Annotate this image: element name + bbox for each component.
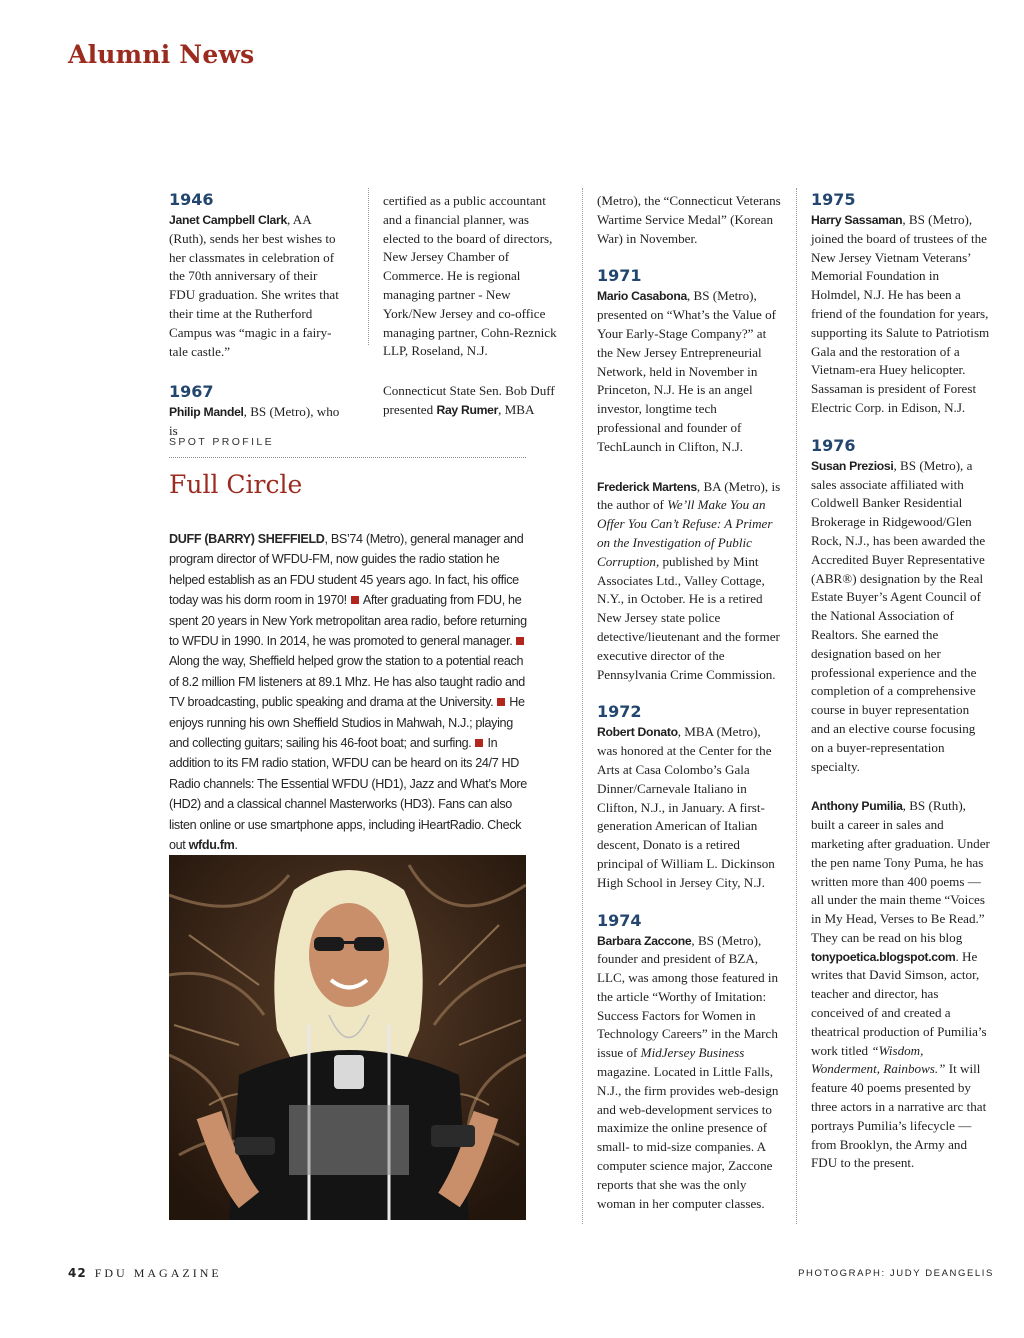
profile-text: In addition to its FM radio station, WFDU can be heard on its 24/7 HD Radio channels: The Essential WFDU (HD1), Jazz and What’s More (HD2) and a classical channel Masterworks (HD3). Fans can also listen online or use smartphone apps, including iHeartRadio. Check out [169,736,527,853]
entry-text: , BS (Metro), who is [169,404,340,439]
bullet-square-icon [516,637,524,645]
bullet-square-icon [351,596,359,604]
alumni-name: Ray Rumer [436,402,499,417]
entry-text: , BS (Ruth), built a career in sales and marketing after graduation. Under the pen name Tony Puma, he has written more than 400 poems — all under the main theme “Voices in My Head, Verses to Be Read.” They can be read on his blog [811,798,990,945]
entry-zaccone [597,932,781,1214]
profile-text: . [234,838,238,853]
entry-text: It will feature 40 poems presented by three actors in a narrative arc that portrays Pumilia’s lifecycle — from Brooklyn, the Army and FDU to the present. [811,1061,987,1171]
entry-casabona [597,287,781,456]
work-title: “Wisdom, Wonderment, Rainbows.” [811,1042,946,1077]
column-divider [368,188,369,345]
column-divider [796,188,797,1224]
column-4 [811,190,991,1173]
blog-link[interactable]: tonypoetica.blogspot.com [811,949,956,964]
entry-sassaman [811,211,991,418]
entry-clark [169,211,341,361]
entry-preziosi [811,457,991,777]
entry-donato [597,723,781,892]
spot-profile-rule [169,457,526,458]
footer-magazine [68,1266,222,1281]
entry-text: , BS (Metro), founder and president of BZA, LLC, was among those featured in the article “Worthy of Imitation: Success Factors for Women in Technology Careers” in the March issue of [597,932,779,1061]
entry-text: magazine. Located in Little Falls, N.J., the firm provides web-design and web-development services to maximize the online presence of small- to mid-size companies. A computer science major, Zaccone reports that she was the only woman in her computer classes. [597,1064,779,1211]
alumni-name: Mario Casabona [597,289,687,304]
section-title: Alumni News [68,40,255,69]
magazine-name: FDU MAGAZINE [94,1266,222,1280]
alumni-name: Susan Preziosi [811,458,894,473]
entry-rumer [383,382,567,420]
column-3 [597,192,781,1213]
entry-text: , MBA [498,401,535,417]
alumni-name: Janet Campbell Clark [169,213,287,227]
entry-text: , MBA (Metro), was honored at the Center for the Arts at Casa Colombo’s Gala Dinner/Carnevale Italiano in Clifton, N.J., in January. A first-generation American of Italian descent, Donato is a retired principal of William L. Dickinson High School in Jersey City, N.J. [597,724,775,890]
entry-text: , AA (Ruth), sends her best wishes to her classmates in celebration of the 70th anniversary of their FDU graduation. She writes that their time at the Rutherford Campus was “magic in a fairy-tale castle.” [169,212,339,359]
profile-text: Along the way, Sheffield helped grow the station to a potential reach of 8.2 million FM listeners at 89.1 Mhz. He has also taught radio and TV broadcasting, public speaking and drama at the University. [169,654,525,710]
year-heading-1972: 1972 [597,702,642,722]
page-number: 42 [68,1266,87,1280]
bullet-square-icon [497,698,505,706]
entry-pumilia [811,797,991,1173]
alumni-name: Philip Mandel [169,405,244,420]
year-heading-1946: 1946 [169,190,214,209]
profile-text: He enjoys running his own Sheffield Studios in Mahwah, N.J.; playing and collecting guitars; sailing his 46-foot boat; and surfing. [169,695,525,751]
alumni-name: Robert Donato [597,725,678,740]
website-link[interactable]: wfdu.fm [188,838,235,853]
year-heading-1976: 1976 [811,435,856,455]
profile-photo [169,855,526,1220]
profile-title: Full Circle [169,470,303,499]
photo-credit: PHOTOGRAPH: JUDY DEANGELIS [798,1268,994,1279]
column-divider [582,188,583,1224]
book-title: We’ll Make You an Offer You Can’t Refuse: A Primer on the Investigation of Public Corruption [597,497,773,569]
alumni-name: Barbara Zaccone [597,933,692,948]
alumni-name: Frederick Martens [597,479,697,494]
entry-mandel-continued: certified as a public accountant and a financial planner, was elected to the board of directors, New Jersey Chamber of Commerce. He is regional managing partner - New York/New Jersey and co-office managing partner, Cohn-Reznick LLP, Roseland, N.J. [383,193,557,359]
magazine-title: MidJersey Business [640,1045,745,1061]
spot-profile-label: SPOT PROFILE [169,436,275,448]
entry-text: , published by Mint Associates Ltd., Valley Cottage, N.Y., in October. He is a retired New Jersey state police detective/lieutenant and the former executive director of the Pennsylvania Crime Commission. [597,553,780,682]
profile-body [169,529,529,856]
entry-text: . He writes that David Simson, actor, teacher and director, has conceived of and created a theatrical production of Pumilia’s work titled [811,948,987,1058]
alumni-name: Anthony Pumilia [811,799,903,814]
portrait-illustration [169,855,526,1220]
bullet-square-icon [475,739,483,747]
entry-text: , BS (Metro), a sales associate affiliated with Coldwell Banker Residential Brokerage in Ridgewood/Glen Rock, N.J., has been awarded the Accredited Buyer Representative (ABR®) designation by the Real Estate Buyer’s Agent Council of the National Association of Realtors. She earned the designation based on her professional experience and the completion of a comprehensive course in buyer representation and an elective course focusing on a buyer-representation specialty. [811,457,986,774]
year-heading-1971: 1971 [597,266,642,286]
column-1 [169,190,341,441]
entry-rumer-continued: (Metro), the “Connecticut Veterans Wartime Service Medal” (Korean War) in November. [597,193,781,246]
entry-martens [597,478,781,685]
profile-name: DUFF (BARRY) SHEFFIELD [169,532,325,546]
alumni-name: Harry Sassaman [811,213,903,227]
year-heading-1974: 1974 [597,910,642,930]
year-heading-1975: 1975 [811,190,856,209]
profile-text: After graduating from FDU, he spent 20 years in New York metropolitan area radio, before returning to WFDU in 1990. In 2014, he was promoted to general manager. [169,593,527,649]
entry-text: Connecticut State Sen. Bob Duff presented [383,383,555,417]
year-heading-1967: 1967 [169,382,214,402]
entry-text: , BS (Metro), joined the board of trustees of the New Jersey Vietnam Veterans’ Memorial Foundation in Holmdel, N.J. He has been a friend of the foundation for years, supporting its Salute to Patriotism Gala and the restoration of a Vietnam-era Huey helicopter. Sassaman is president of Forest Electric Corp. in Edison, N.J. [811,212,990,415]
entry-text: , BS (Metro), presented on “What’s the Value of Your Early-Stage Company?” at the New Jersey Entrepreneurial Network, held in November in Princeton, N.J. He is an angel investor, longtime tech professional and founder of TechLaunch in Clifton, N.J. [597,288,777,454]
entry-text: , BA (Metro), is the author of [597,478,781,513]
profile-text: , BS’74 (Metro), general manager and program director of WFDU-FM, now guides the radio station he helped establish as an FDU student 45 years ago. In fact, his office today was his dorm room in 1970! [169,532,524,608]
column-2 [383,192,567,420]
